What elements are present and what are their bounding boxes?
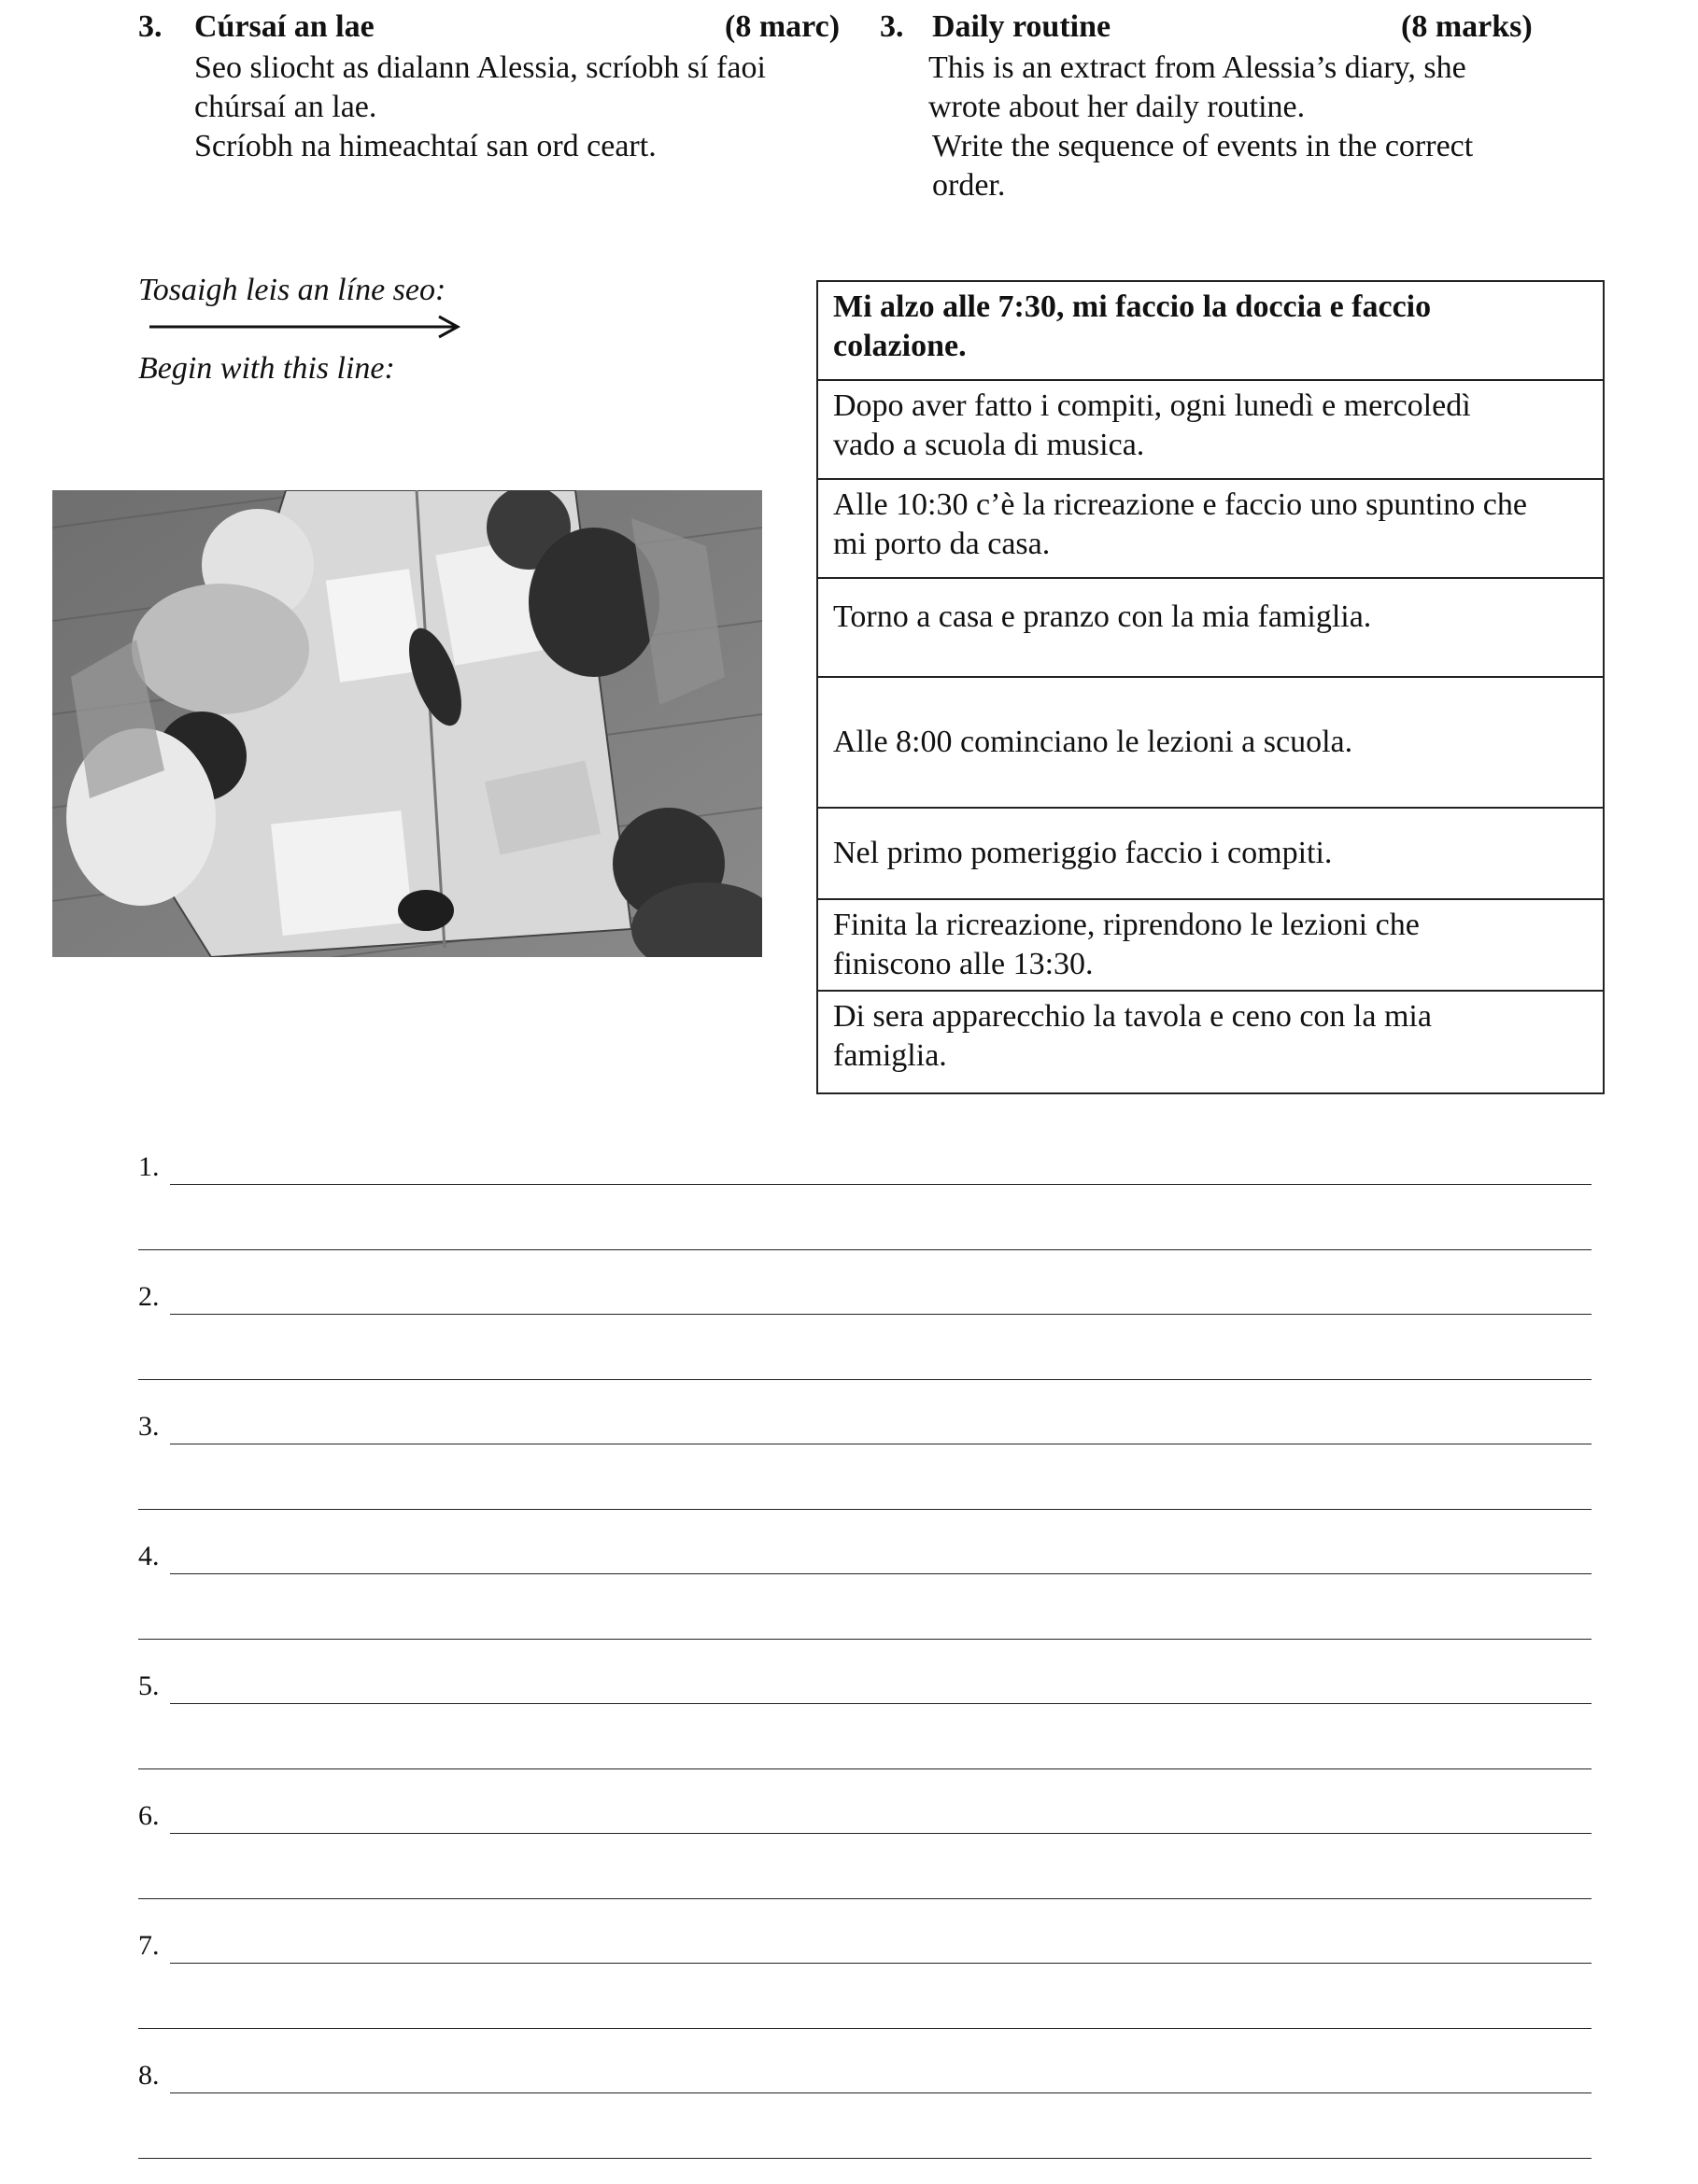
answer-number-4: 4.: [138, 1541, 160, 1571]
sentence-8-line-1: Di sera apparecchio la tavola e ceno con la mia: [833, 999, 1432, 1034]
table-row: [817, 899, 1604, 991]
table-cell: [817, 479, 1604, 578]
table-cell: [817, 899, 1604, 991]
answer-line-5b[interactable]: [138, 1768, 1592, 1769]
right-instruction-line-2: order.: [932, 168, 1006, 203]
answer-line-7[interactable]: [170, 1963, 1592, 1964]
answer-number-7: 7.: [138, 1930, 160, 1961]
answer-line-5[interactable]: [170, 1703, 1592, 1704]
table-row: [817, 380, 1604, 479]
answer-number-3: 3.: [138, 1411, 160, 1442]
sentence-6-line-1: Nel primo pomeriggio faccio i compiti.: [833, 836, 1333, 870]
table-cell: [817, 578, 1604, 677]
sentence-3-line-2: mi porto da casa.: [833, 527, 1051, 561]
table-cell: [817, 808, 1604, 899]
right-description-line-1: This is an extract from Alessia’s diary, she: [928, 50, 1466, 85]
left-instruction: Scríobh na himeachtaí san ord ceart.: [194, 129, 657, 163]
table-row: [817, 578, 1604, 677]
left-description-line-1: Seo sliocht as dialann Alessia, scríobh sí faoi: [194, 50, 766, 85]
table-cell: [817, 281, 1604, 380]
right-description-line-2: wrote about her daily routine.: [928, 90, 1306, 124]
begin-label-english: Begin with this line:: [138, 351, 395, 386]
answer-line-8[interactable]: [170, 2092, 1592, 2093]
left-question-number: 3.: [138, 9, 163, 44]
answer-line-1[interactable]: [170, 1184, 1592, 1185]
sentence-7-line-2: finiscono alle 13:30.: [833, 947, 1094, 981]
table-cell: [817, 380, 1604, 479]
left-description-line-2: chúrsaí an lae.: [194, 90, 377, 124]
answer-line-6b[interactable]: [138, 1898, 1592, 1899]
right-arrow-icon: [148, 314, 465, 340]
sentence-4-line-1: Torno a casa e pranzo con la mia famiglia.: [833, 599, 1372, 634]
answer-line-4b[interactable]: [138, 1639, 1592, 1640]
left-question-title: Cúrsaí an lae: [194, 9, 375, 44]
answer-line-8b[interactable]: [138, 2158, 1592, 2159]
answer-line-2[interactable]: [170, 1314, 1592, 1315]
sentence-table: [816, 280, 1605, 1094]
sentence-2-line-1: Dopo aver fatto i compiti, ogni lunedì e mercoledì: [833, 388, 1471, 423]
table-row: [817, 479, 1604, 578]
begin-label-irish: Tosaigh leis an líne seo:: [138, 273, 446, 307]
answer-number-1: 1.: [138, 1151, 160, 1182]
table-row: [817, 808, 1604, 899]
sentence-1-line-2: colazione.: [833, 329, 967, 363]
sentence-7-line-1: Finita la ricreazione, riprendono le lezioni che: [833, 908, 1420, 942]
sentence-3-line-1: Alle 10:30 c’è la ricreazione e faccio uno spuntino che: [833, 487, 1527, 522]
answer-line-6[interactable]: [170, 1833, 1592, 1834]
answer-number-8: 8.: [138, 2060, 160, 2091]
table-cell: [817, 991, 1604, 1093]
table-row: [817, 677, 1604, 808]
right-question-number: 3.: [880, 9, 904, 44]
answer-line-4[interactable]: [170, 1573, 1592, 1574]
answer-line-7b[interactable]: [138, 2028, 1592, 2029]
answer-number-5: 5.: [138, 1670, 160, 1701]
table-row: [817, 281, 1604, 380]
right-instruction-line-1: Write the sequence of events in the correct: [932, 129, 1474, 163]
answer-line-1b[interactable]: [138, 1249, 1592, 1250]
students-studying-photo: [52, 490, 762, 957]
table-row: [817, 991, 1604, 1093]
answer-line-2b[interactable]: [138, 1379, 1592, 1380]
sentence-8-line-2: famiglia.: [833, 1038, 947, 1073]
right-question-title: Daily routine: [932, 9, 1111, 44]
sentence-1-line-1: Mi alzo alle 7:30, mi faccio la doccia e faccio: [833, 289, 1432, 324]
answer-line-3b[interactable]: [138, 1509, 1592, 1510]
answer-number-6: 6.: [138, 1800, 160, 1831]
table-cell: [817, 677, 1604, 808]
sentence-2-line-2: vado a scuola di musica.: [833, 428, 1145, 462]
answer-number-2: 2.: [138, 1281, 160, 1312]
sentence-5-line-1: Alle 8:00 cominciano le lezioni a scuola.: [833, 725, 1353, 759]
right-question-marks: (8 marks): [1401, 9, 1533, 44]
left-question-marks: (8 marc): [725, 9, 841, 44]
